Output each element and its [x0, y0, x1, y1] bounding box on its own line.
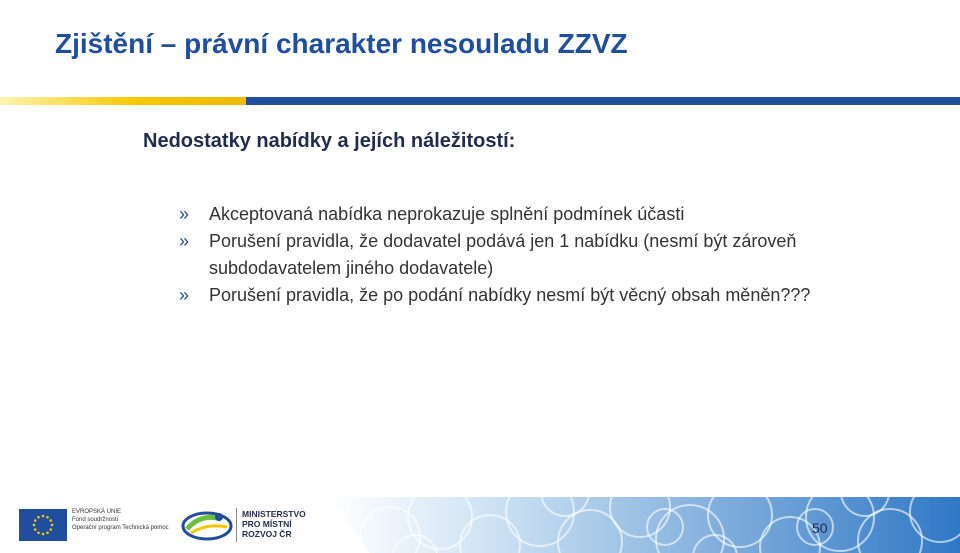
eu-logo-text [72, 508, 182, 532]
logo-divider [236, 508, 237, 542]
bullet-text: Porušení pravidla, že po podání nabídky nesmí být věcný obsah měněn??? [209, 285, 811, 305]
slide-subtitle: Nedostatky nabídky a jejích náležitostí: [143, 130, 516, 152]
blue-accent-bar [246, 97, 960, 105]
eu-logo-line: Operační program Technická pomoc [72, 525, 169, 531]
ministry-logo-text [242, 509, 306, 539]
slide-title: Zjištění – právní charakter nesouladu ZZVZ [55, 28, 628, 59]
eu-logo-line: Fond soudržnosti [72, 517, 119, 523]
page-number: 50 [812, 520, 828, 536]
ministry-line: MINISTERSTVO [242, 509, 306, 519]
title-underline-bar [0, 97, 960, 105]
yellow-accent-bar [0, 97, 250, 105]
ministry-line: PRO MÍSTNÍ [242, 519, 292, 529]
bullet-text: Porušení pravidla, že dodavatel podává jen 1 nabídku (nesmí být zároveň subdodavatelem jiného dodavatele) [209, 231, 797, 278]
eu-flag-icon [19, 509, 67, 541]
bullet-chevron-icon: » [179, 231, 190, 251]
bullet-chevron-icon: » [179, 204, 190, 224]
bullet-text: Akceptovaná nabídka neprokazuje splnění podmínek účasti [209, 204, 685, 224]
ministry-line: ROZVOJ ČR [242, 529, 292, 539]
list-item [175, 282, 815, 309]
footer-circle-pattern [330, 497, 960, 553]
list-item [175, 201, 815, 228]
bullet-list [175, 201, 815, 309]
ministry-logo-icon [181, 509, 233, 541]
bullet-chevron-icon: » [179, 285, 190, 305]
eu-logo-line: EVROPSKÁ UNIE [72, 509, 122, 515]
list-item [175, 228, 815, 282]
